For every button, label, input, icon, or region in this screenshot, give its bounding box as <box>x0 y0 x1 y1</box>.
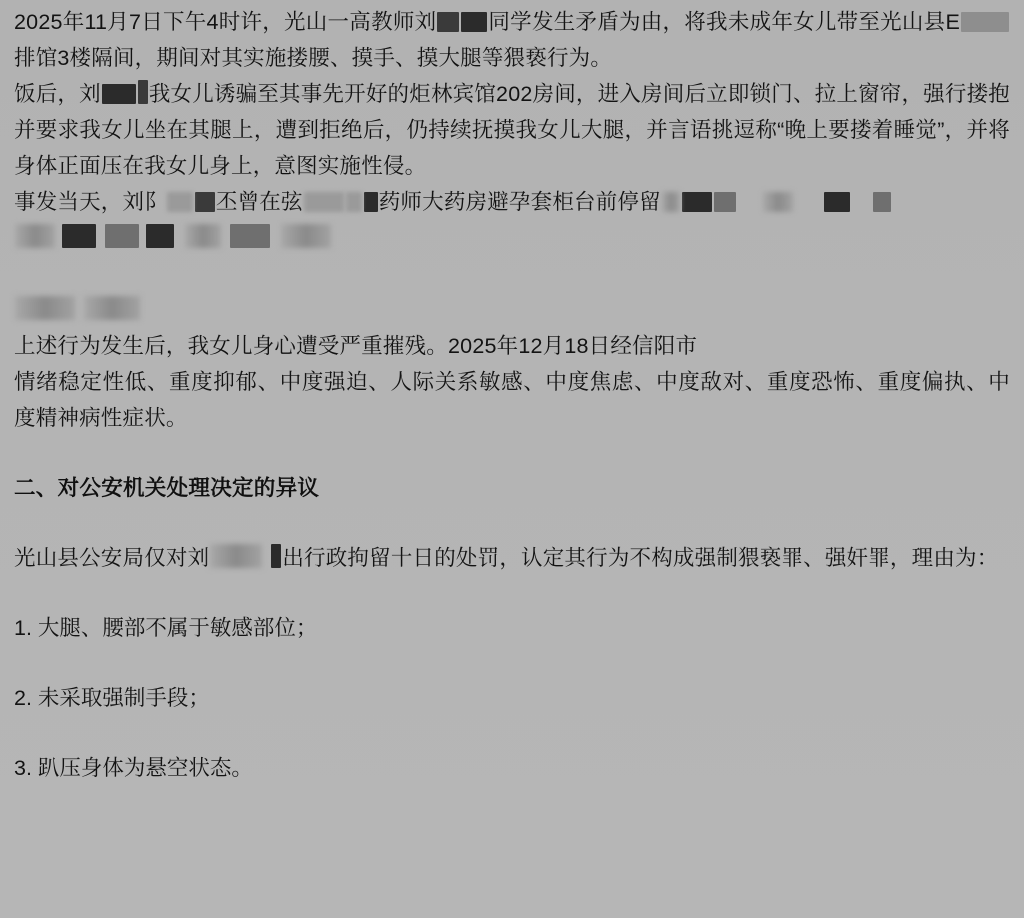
reason-item-2: 2. 未采取强制手段； <box>14 686 210 710</box>
paragraph-gap <box>14 256 1010 292</box>
redaction-mark <box>62 224 96 248</box>
reason-gap-2 <box>14 716 1010 750</box>
redaction-mark <box>662 192 680 212</box>
paragraph-3-continued <box>14 220 1010 256</box>
paragraph-2 <box>14 76 1010 184</box>
paragraph-4 <box>14 292 1010 328</box>
redaction-mark <box>146 224 174 248</box>
paragraph-1-text-a: 2025年11月7日下午4时许，光山一高教师刘 <box>14 10 437 34</box>
redaction-mark <box>346 192 362 212</box>
reason-item-1: 1. 大腿、腰部不属于敏感部位； <box>14 616 318 640</box>
decision-text-a: 光山县公安局仅对刘 <box>14 546 210 570</box>
redaction-mark <box>714 192 736 212</box>
paragraph-5: 上述行为发生后，我女儿身心遭受严重摧残。2025年12月18日经信阳市 <box>14 334 698 358</box>
paragraph-2-text-b: 我女儿诱骗至其事先开好的炬林宾馆202房间，进入房间后立即锁门、拉上窗帘，强行搂抱并要求我女儿坐在其腿上，遭到拒绝后，仍持续抚摸我女儿大腿，并言语挑逗称“晚上要搂着睡觉”，并将身体正面压在我女儿身上，意图实施性侵。 <box>14 82 1010 178</box>
document-body <box>14 4 1010 786</box>
heading-gap <box>14 506 1010 540</box>
paragraph-2-text-a: 饭后，刘 <box>14 82 101 106</box>
paragraph-3-text-c: 药师大药房避孕套柜台前停留 <box>378 190 661 214</box>
redaction-mark <box>84 296 140 320</box>
decision-text-b: 出行政拘留十日的处罚，认定其行为不构成强制猥亵罪、强奸罪，理由为： <box>282 546 999 570</box>
redaction-mark <box>364 192 378 212</box>
reason-item-3: 3. 趴压身体为悬空状态。 <box>14 756 253 780</box>
redaction-mark <box>271 544 281 568</box>
reasons-gap <box>14 576 1010 610</box>
redaction-mark <box>102 84 136 104</box>
redaction-mark <box>873 192 891 212</box>
redaction-mark <box>763 192 793 212</box>
paragraph-1 <box>14 4 1010 76</box>
redaction-mark <box>105 224 139 248</box>
redaction-mark <box>230 224 270 248</box>
redaction-mark <box>961 12 1009 32</box>
redaction-mark <box>185 224 221 248</box>
section-gap <box>14 436 1010 470</box>
section-heading: 二、对公安机关处理决定的异议 <box>14 476 320 500</box>
redaction-mark <box>304 192 344 212</box>
decision-paragraph <box>14 540 1010 576</box>
paragraph-3-text-b: 丕曾在弦 <box>215 190 303 214</box>
redaction-mark <box>824 192 850 212</box>
paragraph-6: 情绪稳定性低、重度抑郁、中度强迫、人际关系敏感、中度焦虑、中度敌对、重度恐怖、重度偏执、中度精神病性症状。 <box>14 370 1010 430</box>
redaction-mark <box>138 80 148 104</box>
redaction-mark <box>15 224 55 248</box>
paragraph-3-text-a: 事发当天，刘阝 <box>14 190 166 214</box>
redaction-mark <box>15 296 75 320</box>
reason-gap-1 <box>14 646 1010 680</box>
redaction-mark <box>461 12 487 32</box>
redaction-mark <box>167 192 193 212</box>
redaction-mark <box>281 224 331 248</box>
paragraph-1-text-b: 同学发生矛盾为由，将我未成年女儿带至光山县E <box>488 10 960 34</box>
paragraph-1-text-c: 排馆3楼隔间，期间对其实施搂腰、摸手、摸大腿等猥亵行为。 <box>14 46 613 70</box>
redaction-mark <box>210 544 262 568</box>
redaction-mark <box>195 192 215 212</box>
paragraph-3 <box>14 184 1010 220</box>
redaction-mark <box>437 12 459 32</box>
redaction-mark <box>682 192 712 212</box>
